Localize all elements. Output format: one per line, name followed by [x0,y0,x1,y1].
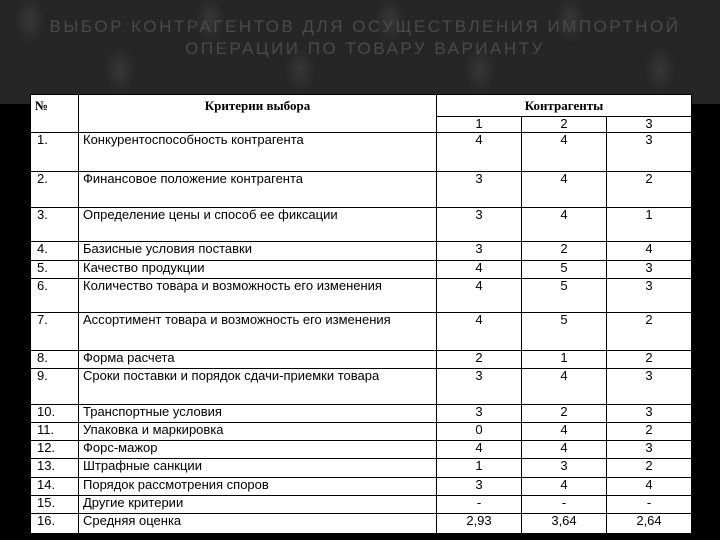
table-row [31,405,692,423]
score-contractor-2: 4 [522,133,607,171]
row-criterion: Порядок рассмотрения споров [79,477,437,495]
score-contractor-3: 3 [607,369,692,405]
table-row [31,241,692,260]
row-number: 3. [31,207,79,241]
score-contractor-3: 3 [607,278,692,312]
slide-title: ВЫБОР КОНТРАГЕНТОВ ДЛЯ ОСУЩЕСТВЛЕНИЯ ИМПОРТНОЙ ОПЕРАЦИИ ПО ТОВАРУ ВАРИАНТУ [49,17,681,58]
score-contractor-3: 2 [607,171,692,207]
header-criteria: Критерии выбора [79,95,437,117]
row-criterion: Форма расчета [79,351,437,369]
score-contractor-1: 4 [437,312,522,350]
table-body [31,133,692,534]
score-contractor-1: 3 [437,171,522,207]
table-row [31,369,692,405]
row-number: 4. [31,241,79,260]
row-criterion: Количество товара и возможность его изменения [79,278,437,312]
contractor-number-row [31,117,692,133]
criteria-table [30,94,692,534]
row-number: 6. [31,278,79,312]
score-contractor-3: 4 [607,477,692,495]
score-contractor-2: 2 [522,241,607,260]
score-contractor-2: 4 [522,423,607,441]
table-row [31,459,692,477]
header-num-blank [31,117,79,133]
score-contractor-1: 3 [437,405,522,423]
row-number: 8. [31,351,79,369]
score-contractor-1: 3 [437,241,522,260]
score-contractor-1: 0 [437,423,522,441]
row-number: 10. [31,405,79,423]
row-criterion: Средняя оценка [79,513,437,533]
score-contractor-2: 3 [522,459,607,477]
score-contractor-3: 2,64 [607,513,692,533]
row-number: 2. [31,171,79,207]
score-contractor-1: 3 [437,369,522,405]
table-row [31,351,692,369]
score-contractor-3: 2 [607,459,692,477]
table-row [31,477,692,495]
row-criterion: Ассортимент товара и возможность его изменения [79,312,437,350]
table-row [31,171,692,207]
score-contractor-3: - [607,495,692,513]
score-contractor-2: 4 [522,477,607,495]
row-number: 11. [31,423,79,441]
score-contractor-2: 4 [522,171,607,207]
score-contractor-2: 3,64 [522,513,607,533]
score-contractor-2: 5 [522,278,607,312]
score-contractor-2: 1 [522,351,607,369]
row-criterion: Форс-мажор [79,441,437,459]
score-contractor-1: 4 [437,133,522,171]
row-criterion: Определение цены и способ ее фиксации [79,207,437,241]
score-contractor-1: - [437,495,522,513]
score-contractor-3: 1 [607,207,692,241]
header-criteria-blank [79,117,437,133]
row-criterion: Финансовое положение контрагента [79,171,437,207]
table-row [31,441,692,459]
score-contractor-1: 3 [437,207,522,241]
row-number: 13. [31,459,79,477]
contractor-number: 3 [607,117,692,133]
score-contractor-2: 4 [522,441,607,459]
table-row [31,207,692,241]
header-num: № [31,95,79,117]
contractor-number: 2 [522,117,607,133]
score-contractor-1: 4 [437,278,522,312]
table-row [31,260,692,278]
header-contractors: Контрагенты [437,95,692,117]
table-row [31,278,692,312]
row-number: 7. [31,312,79,350]
score-contractor-2: 5 [522,260,607,278]
score-contractor-3: 2 [607,351,692,369]
score-contractor-2: 5 [522,312,607,350]
score-contractor-1: 2,93 [437,513,522,533]
table-row [31,312,692,350]
score-contractor-2: 4 [522,369,607,405]
row-number: 15. [31,495,79,513]
row-number: 5. [31,260,79,278]
score-contractor-2: 2 [522,405,607,423]
score-contractor-2: - [522,495,607,513]
row-criterion: Сроки поставки и порядок сдачи-приемки товара [79,369,437,405]
row-number: 9. [31,369,79,405]
header-damask-banner [0,0,720,104]
row-criterion: Упаковка и маркировка [79,423,437,441]
header-row [31,95,692,117]
table-row [31,513,692,533]
score-contractor-2: 4 [522,207,607,241]
row-number: 12. [31,441,79,459]
criteria-table-container [30,94,691,534]
contractor-number: 1 [437,117,522,133]
table-row [31,423,692,441]
score-contractor-3: 3 [607,260,692,278]
score-contractor-3: 2 [607,312,692,350]
score-contractor-1: 2 [437,351,522,369]
row-criterion: Другие критерии [79,495,437,513]
row-number: 1. [31,133,79,171]
score-contractor-3: 3 [607,441,692,459]
score-contractor-1: 4 [437,441,522,459]
row-number: 16. [31,513,79,533]
row-number: 14. [31,477,79,495]
score-contractor-3: 3 [607,133,692,171]
score-contractor-3: 4 [607,241,692,260]
score-contractor-1: 1 [437,459,522,477]
row-criterion: Качество продукции [79,260,437,278]
row-criterion: Штрафные санкции [79,459,437,477]
row-criterion: Транспортные условия [79,405,437,423]
table-row [31,133,692,171]
score-contractor-1: 3 [437,477,522,495]
score-contractor-3: 2 [607,423,692,441]
row-criterion: Базисные условия поставки [79,241,437,260]
score-contractor-3: 3 [607,405,692,423]
score-contractor-1: 4 [437,260,522,278]
row-criterion: Конкурентоспособность контрагента [79,133,437,171]
table-row [31,495,692,513]
